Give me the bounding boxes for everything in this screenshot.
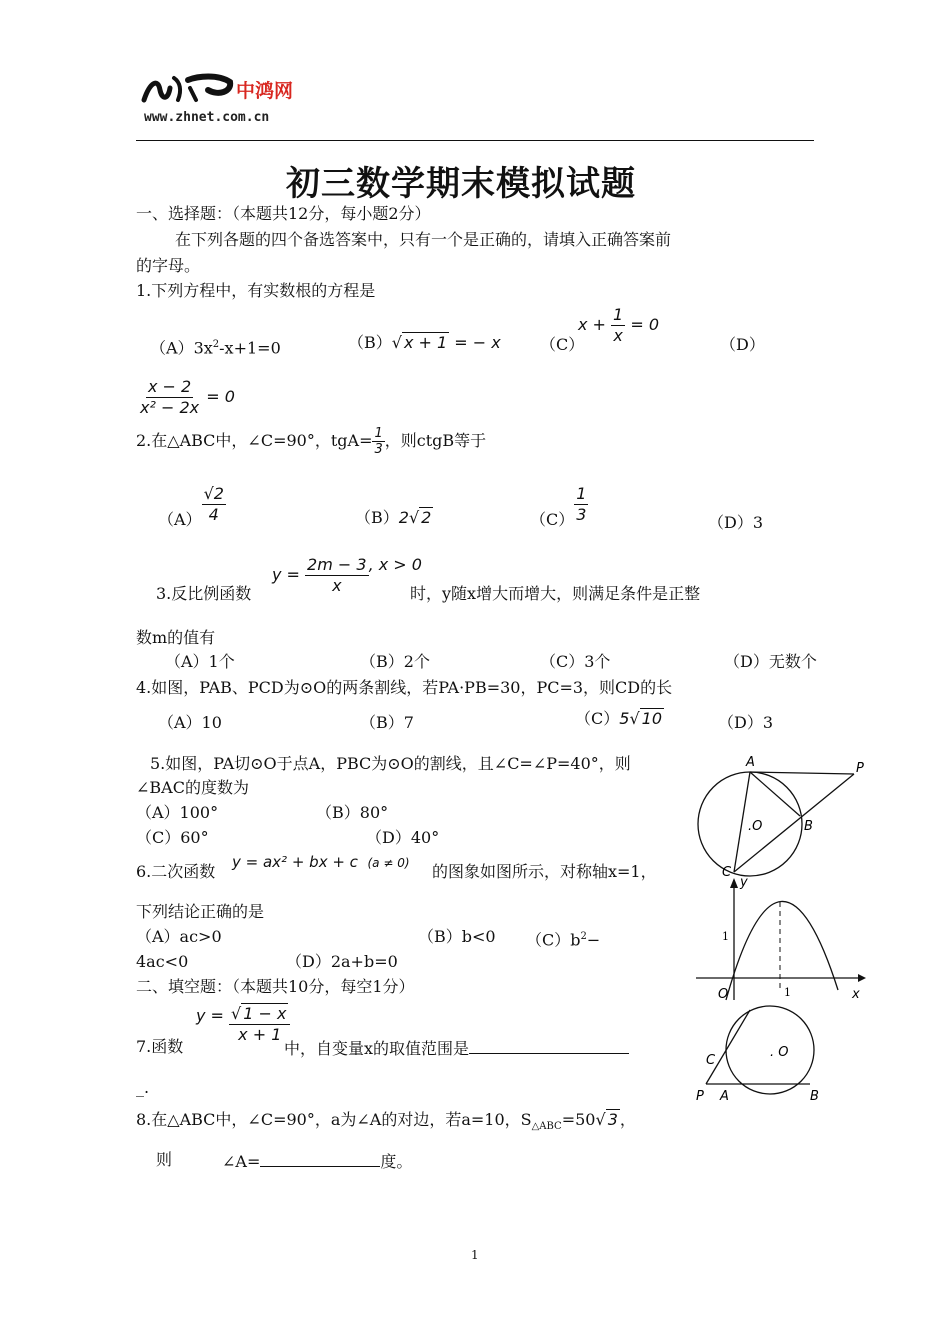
q6-stem: 6.二次函数 (136, 862, 216, 881)
q1-option-c-formula: x + $\frac{1}{x}$ = 0 (578, 305, 659, 345)
section1-heading: 一、选择题：（本题共12分，每小题2分） (136, 204, 431, 223)
fig1-line-pa (750, 772, 854, 774)
q6-stem-line2: 下列结论正确的是 (136, 902, 265, 921)
q5-stem-line2: ∠BAC的度数为 (136, 778, 249, 797)
q2-option-a: （A） $\frac{√2}{4}$ (158, 484, 224, 529)
q4-option-a: （A）10 (158, 713, 222, 732)
q6-formula: y = ax² + bx + c (a ≠ 0) (232, 853, 410, 871)
q7-formula: y = $\frac{√ 1 - x}{x + 1}$ (196, 1005, 290, 1044)
q1-option-b: （B）√ x + 1 = − x (348, 333, 501, 352)
fig2-label-x: x (852, 987, 860, 1002)
q4-option-b: （B）7 (360, 713, 414, 732)
fig2-label-1-x: 1 (784, 986, 791, 999)
q6-stem-post: 的图象如图所示，对称轴x=1， (432, 862, 657, 881)
fig2-label-o: O (718, 987, 729, 1002)
fig3-label-b: B (810, 1089, 819, 1104)
fig2-parabola-curve (726, 901, 838, 1000)
q6-option-c-line2: 4ac<0 (136, 952, 189, 971)
fig1-label-o: .O (748, 819, 763, 834)
page-number: 1 (471, 1248, 479, 1262)
fig3-label-a: A (720, 1089, 729, 1104)
q7-label: 7.函数 (136, 1037, 184, 1056)
q1-option-d: （D） (720, 335, 765, 354)
section1-intro-line2: 的字母。 (136, 256, 201, 275)
figure-tangent-secant (690, 752, 876, 880)
q3-option-d: （D）无数个 (724, 652, 817, 671)
q5-option-c: （C）60° (136, 828, 209, 847)
figure-two-secants (690, 1004, 830, 1108)
q1-stem: 1.下列方程中，有实数根的方程是 (136, 281, 376, 300)
fig3-label-c: C (706, 1053, 716, 1068)
q4-option-c: （C）5√ 10 (575, 709, 662, 728)
header-rule (136, 140, 814, 141)
fig2-label-1-y: 1 (722, 930, 729, 943)
q3-stem: 3.反比例函数 (156, 584, 252, 603)
q3-stem-post: 时，y随x增大而增大，则满足条件是正整 (410, 584, 701, 603)
figure-parabola (690, 872, 870, 1004)
q3-option-b: （B）2个 (360, 652, 430, 671)
q2-option-b: （B）2√ 2 (355, 508, 432, 527)
q3-stem-line2: 数m的值有 (136, 628, 216, 647)
fig2-x-arrow-icon (858, 974, 866, 982)
fig1-label-b: B (804, 819, 813, 834)
fig2-y-arrow-icon (730, 878, 738, 888)
q4-stem: 4.如图，PAB、PCD为⊙O的两条割线，若PA·PB=30，PC=3，则CD的长 (136, 678, 673, 697)
q8-stem: 8.在△ABC中，∠C=90°，a为∠A的对边，若a=10，$S_{\triangle ABC}=50√$ 3 ， (136, 1110, 636, 1133)
logo-brand: 中鸿网 (236, 80, 294, 102)
q6-option-d: （D）2a+b=0 (286, 952, 398, 971)
q8-answer-blank[interactable] (260, 1150, 380, 1167)
q1-option-a: $(A)3x^2-x+1=0$ (150, 338, 281, 358)
q4-option-d: （D）3 (718, 713, 774, 732)
fig1-label-p: P (856, 761, 864, 776)
fig3-label-p: P (696, 1089, 704, 1104)
q7-tail: _. (136, 1078, 150, 1097)
q2-option-d: （D）3 (708, 513, 764, 532)
fig1-label-a: A (746, 755, 755, 770)
q3-option-c: （C）3个 (540, 652, 611, 671)
q6-option-a: （A）ac>0 (136, 927, 222, 946)
section2-heading: 二、填空题：（本题共10分，每空1分） (136, 977, 415, 996)
logo (140, 68, 320, 128)
fig3-line-pd (706, 1010, 750, 1084)
q5-option-b: （B）80° (316, 803, 389, 822)
q6-option-b: （B）b<0 (418, 927, 496, 946)
q5-stem: 5.如图，PA切⊙O于点A，PBC为⊙O的割线，且∠C=∠P=40°，则 (150, 754, 631, 773)
q5-option-d: （D）40° (366, 828, 440, 847)
q2-stem: 2.在△ABC中，∠C=90°，tgA= $\frac{1}{3}$ ，则ctgB等于 (136, 426, 487, 457)
q1-option-d-formula: $\frac{x - 2}{\text{x² − 2x}}$ = 0 (140, 377, 235, 417)
q5-option-a: （A）100° (136, 803, 219, 822)
q3-option-a: （A）1个 (165, 652, 235, 671)
q3-formula: y = $\frac{2m - 3}{x}$ , x > 0 (272, 555, 422, 595)
fig1-label-c: C (722, 865, 732, 880)
q8-line2: ∠A= 度。 (222, 1152, 413, 1171)
logo-url: www.zhnet.com.cn (144, 110, 270, 125)
q8-line2-lead: 则 (156, 1150, 173, 1169)
section1-intro-line1: 在下列各题的四个备选答案中，只有一个是正确的，请填入正确答案前 (175, 230, 672, 249)
fig3-label-o: . O (770, 1045, 789, 1060)
page-title: 初三数学期末模拟试题 (286, 164, 636, 204)
q1-option-c: （C） (540, 335, 585, 354)
q7-stem-post: 中，自变量x的取值范围是 (284, 1037, 629, 1059)
fig2-label-y: y (740, 875, 748, 890)
q6-option-c: $(C)b^2-$ (526, 930, 601, 950)
logo-brush-icon (140, 70, 235, 106)
q2-option-c: （C） $\frac{1}{3}$ (530, 484, 587, 529)
q7-answer-blank[interactable] (469, 1037, 629, 1054)
